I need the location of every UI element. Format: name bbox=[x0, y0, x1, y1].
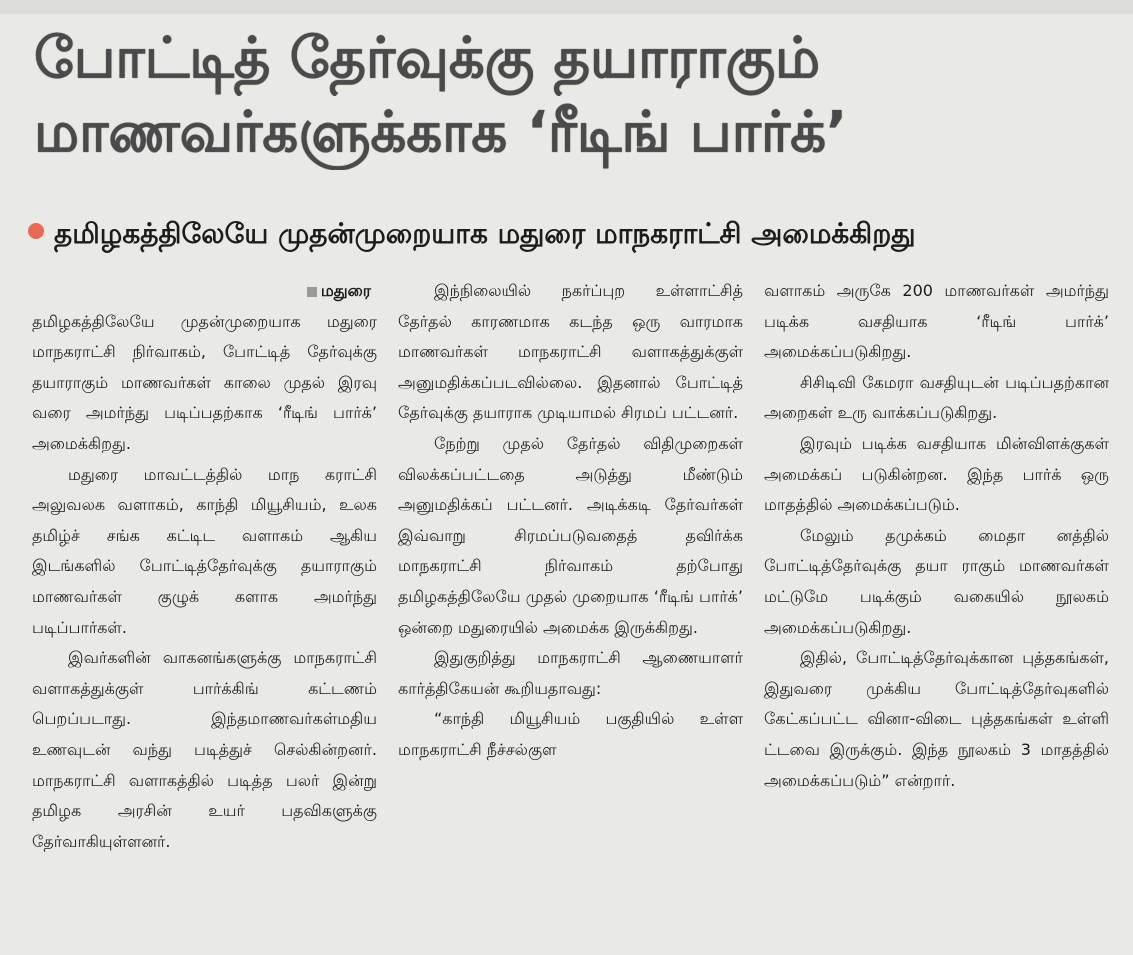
paragraph: இந்நிலையில் நகர்ப்புற உள்ளாட்சித் தேர்தல் காரணமாக கடந்த ஒரு வாரமாக மாணவர்கள் மாநகராட்சி வளாகத்துக்குள் அனுமதிக்கப்படவில்லை. இதனால் போட்டித் தேர்வுக்கு தயாராக முடியாமல் சிரமப் பட்டனர். bbox=[398, 281, 743, 423]
page-top-strip bbox=[0, 0, 1133, 14]
paragraph: வளாகம் அருகே 200 மாணவர்கள் அமர்ந்து படிக்க வசதியாக ‘ரீடிங் பார்க்’ அமைக்கப்படுகிறது. bbox=[764, 281, 1109, 362]
dateline bbox=[32, 276, 377, 307]
subheadline bbox=[28, 214, 1118, 254]
paragraph: இதில், போட்டித்தேர்வுக்கான புத்தகங்கள், இதுவரை முக்கிய போட்டித்தேர்வுகளில் கேட்கப்பட்ட வினா-விடை புத்தகங்கள் உள்ளி ட்டவை இருக்கும். இந்த நூலகம் 3 மாதத்தில் அமைக்கப்படும்” என்றார். bbox=[764, 648, 1109, 790]
paragraph: சிசிடிவி கேமரா வசதியுடன் படிப்பதற்கான அறைகள் உரு வாக்கப்படுகிறது. bbox=[764, 372, 1109, 423]
paragraph: மேலும் தமுக்கம் மைதா னத்தில் போட்டித்தேர்வுக்கு தயா ராகும் மாணவர்கள் மட்டுமே படிக்கும் வகையில் நூலகம் அமைக்கப்படுகிறது. bbox=[764, 525, 1109, 637]
paragraph: தமிழகத்திலேயே முதன்முறையாக மதுரை மாநகராட்சி நிர்வாகம், போட்டித் தேர்வுக்கு தயாராகும் மாணவர்கள் காலை முதல் இரவு வரை அமர்ந்து படிப்பதற்காக ‘ரீடிங் பார்க்’ அமைக்கிறது. bbox=[32, 311, 377, 453]
paragraph: இரவும் படிக்க வசதியாக மின்விளக்குகள் அமைக்கப் படுகின்றன. இந்த பார்க் ஒரு மாதத்தில் அமைக்கப்படும். bbox=[764, 433, 1109, 515]
headline-line-1: போட்டித் தேர்வுக்கு தயாராகும் bbox=[34, 26, 821, 91]
paragraph: நேற்று முதல் தேர்தல் விதிமுறைகள் விலக்கப்பட்டதை அடுத்து மீண்டும் அனுமதிக்கப் பட்டனர். அடிக்கடி தேர்வர்கள் இவ்வாறு சிரமப்படுவதைத் தவிர்க்க மாநகராட்சி நிர்வாகம் தற்போது தமிழகத்திலேயே முதல் முறையாக ‘ரீடிங் பார்க்’ ஒன்றை மதுரையில் அமைக்க இருக்கிறது. bbox=[398, 433, 743, 637]
dateline-square-icon bbox=[307, 287, 317, 297]
bullet-dot-icon bbox=[28, 223, 44, 239]
dateline-text: மதுரை bbox=[320, 281, 371, 300]
article-column-3 bbox=[764, 276, 1109, 946]
paragraph: “காந்தி மியூசியம் பகுதியில் உள்ள மாநகராட்சி நீச்சல்குள bbox=[398, 709, 743, 759]
article-column-1 bbox=[32, 276, 377, 946]
article-column-2 bbox=[398, 276, 743, 946]
headline-line-2: மாணவர்களுக்காக ‘ரீடிங் பார்க்’ bbox=[34, 100, 848, 165]
headline bbox=[34, 22, 1114, 170]
paragraph: இதுகுறித்து மாநகராட்சி ஆணையாளர் கார்த்திகேயன் கூறியதாவது: bbox=[398, 648, 743, 698]
paragraph: இவர்களின் வாகனங்களுக்கு மாநகராட்சி வளாகத்துக்குள் பார்க்கிங் கட்டணம் பெறப்படாது. இந்தமாணவர்கள்மதிய உணவுடன் வந்து படித்துச் செல்கின்றனர். மாநகராட்சி வளாகத்தில் படித்த பலர் இன்று தமிழக அரசின் உயர் பதவிகளுக்கு தேர்வாகியுள்ளனர். bbox=[32, 648, 377, 851]
paragraph: மதுரை மாவட்டத்தில் மாந கராட்சி அலுவலக வளாகம், காந்தி மியூசியம், உலக தமிழ்ச் சங்க கட்டிட வளாகம் ஆகிய இடங்களில் போட்டித்தேர்வுக்கு தயாராகும் மாணவர்கள் குழுக் களாக அமர்ந்து படிப்பார்கள். bbox=[32, 464, 377, 637]
subheadline-text: தமிழகத்திலேயே முதன்முறையாக மதுரை மாநகராட்சி அமைக்கிறது bbox=[54, 217, 916, 250]
